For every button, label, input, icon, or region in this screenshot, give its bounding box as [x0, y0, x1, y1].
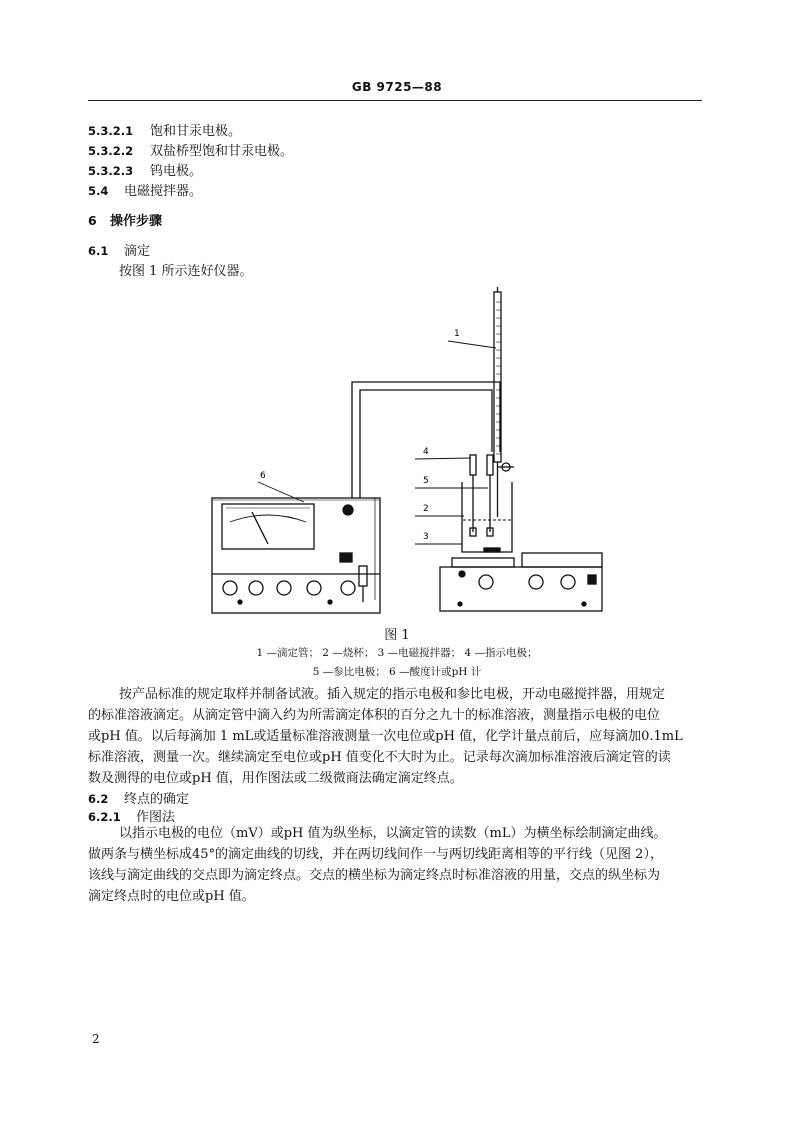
section-6-2-heading [88, 788, 189, 807]
item-5-3-2-3 [88, 160, 202, 179]
text-line: 或pH 值。以后每滴加 1 mL或适量标准溶液测量一次电位或pH 值，化学计量点前后，应每滴加0.1mL [88, 729, 683, 744]
figure-1-apparatus [200, 282, 620, 617]
meter-knob [277, 581, 291, 595]
text-line: 以指示电极的电位（mV）或pH 值为纵坐标，以滴定管的读数（mL）为横坐标绘制滴定曲线。 [119, 826, 667, 841]
section-title: 终点的确定 [124, 792, 190, 807]
reference-electrode [487, 455, 493, 475]
text-line: 做两条与横坐标成45°的滴定曲线的切线，并在两切线间作一与两切线距离相等的平行线（见图 2）， [88, 847, 663, 862]
section-6-1-heading [88, 240, 150, 259]
section-title: 作图法 [136, 810, 176, 825]
figure-legend-line-1: 1 —滴定管； 2 —烧杯； 3 —电磁搅拌器； 4 —指示电极； [256, 647, 538, 659]
item-5-3-2-2 [88, 140, 293, 159]
meter-dial [222, 504, 314, 549]
text-line: 按产品标准的规定取样并制备试液。插入规定的指示电极和参比电极，开动电磁搅拌器，用规定 [119, 687, 666, 702]
item-5-4 [88, 180, 202, 199]
text-line: 标准溶液，测量一次。继续滴定至电位或pH 值变化不大时为止。记录每次滴加标准溶液后滴定管的读 [88, 750, 671, 765]
text-line: 的标准溶液滴定。从滴定管中滴入约为所需滴定体积的百分之九十的标准溶液，测量指示电极的电位 [88, 708, 661, 723]
label-6: 6 [260, 471, 266, 481]
label-4: 4 [423, 447, 429, 457]
section-title: 滴定 [124, 244, 151, 259]
stirrer-platform [522, 553, 602, 567]
section-number: 6.1 [88, 244, 109, 258]
meter-knob [307, 581, 321, 595]
page-number: 2 [92, 1032, 100, 1046]
meter-switch [340, 553, 352, 562]
item-number: 5.3.2.2 [88, 144, 134, 158]
label-1: 1 [454, 329, 460, 339]
page-header: GB 9725—88 [351, 80, 443, 94]
item-number: 5.3.2.3 [88, 164, 134, 178]
label-5: 5 [423, 476, 429, 486]
section-6-heading [88, 210, 162, 229]
item-text: 钨电极。 [150, 164, 203, 179]
meter-knob [249, 581, 263, 595]
stirrer-knob [529, 575, 543, 589]
label-2: 2 [423, 504, 429, 514]
figure-legend-line-2: 5 —参比电极； 6 —酸度计或pH 计 [312, 666, 482, 678]
beaker [462, 482, 512, 552]
meter-knob [343, 505, 353, 515]
section-title: 操作步骤 [110, 214, 163, 229]
item-text: 电磁搅拌器。 [124, 184, 203, 199]
text-line: 数及测得的电位或pH 值，用作图法或二级微商法确定滴定终点。 [88, 771, 463, 786]
paragraph-graphical-method [88, 823, 702, 907]
item-text: 饱和甘汞电极。 [150, 124, 242, 139]
header-rule [88, 100, 702, 101]
section-number: 6.2 [88, 792, 109, 806]
item-5-3-2-1 [88, 120, 241, 139]
text-line: 该线与滴定曲线的交点即为滴定终点。交点的横坐标为滴定终点时标准溶液的用量，交点的纵坐标为 [88, 868, 661, 883]
stirrer-knob [479, 575, 493, 589]
section-number: 6 [88, 213, 97, 228]
section-number: 6.2.1 [88, 810, 121, 824]
label-3: 3 [423, 532, 429, 542]
section-6-1-intro: 按图 1 所示连好仪器。 [119, 264, 253, 279]
ph-meter-body [212, 498, 380, 613]
item-text: 双盐桥型饱和甘汞电极。 [150, 144, 294, 159]
figure-caption: 图 1 [384, 628, 410, 643]
meter-clamp [359, 566, 367, 586]
meter-knob [341, 581, 355, 595]
stirrer-knob [561, 575, 575, 589]
item-number: 5.4 [88, 184, 109, 198]
meter-knob [223, 581, 237, 595]
item-number: 5.3.2.1 [88, 124, 134, 138]
text-line: 滴定终点时的电位或pH 值。 [88, 889, 255, 904]
paragraph-procedure [88, 684, 702, 789]
